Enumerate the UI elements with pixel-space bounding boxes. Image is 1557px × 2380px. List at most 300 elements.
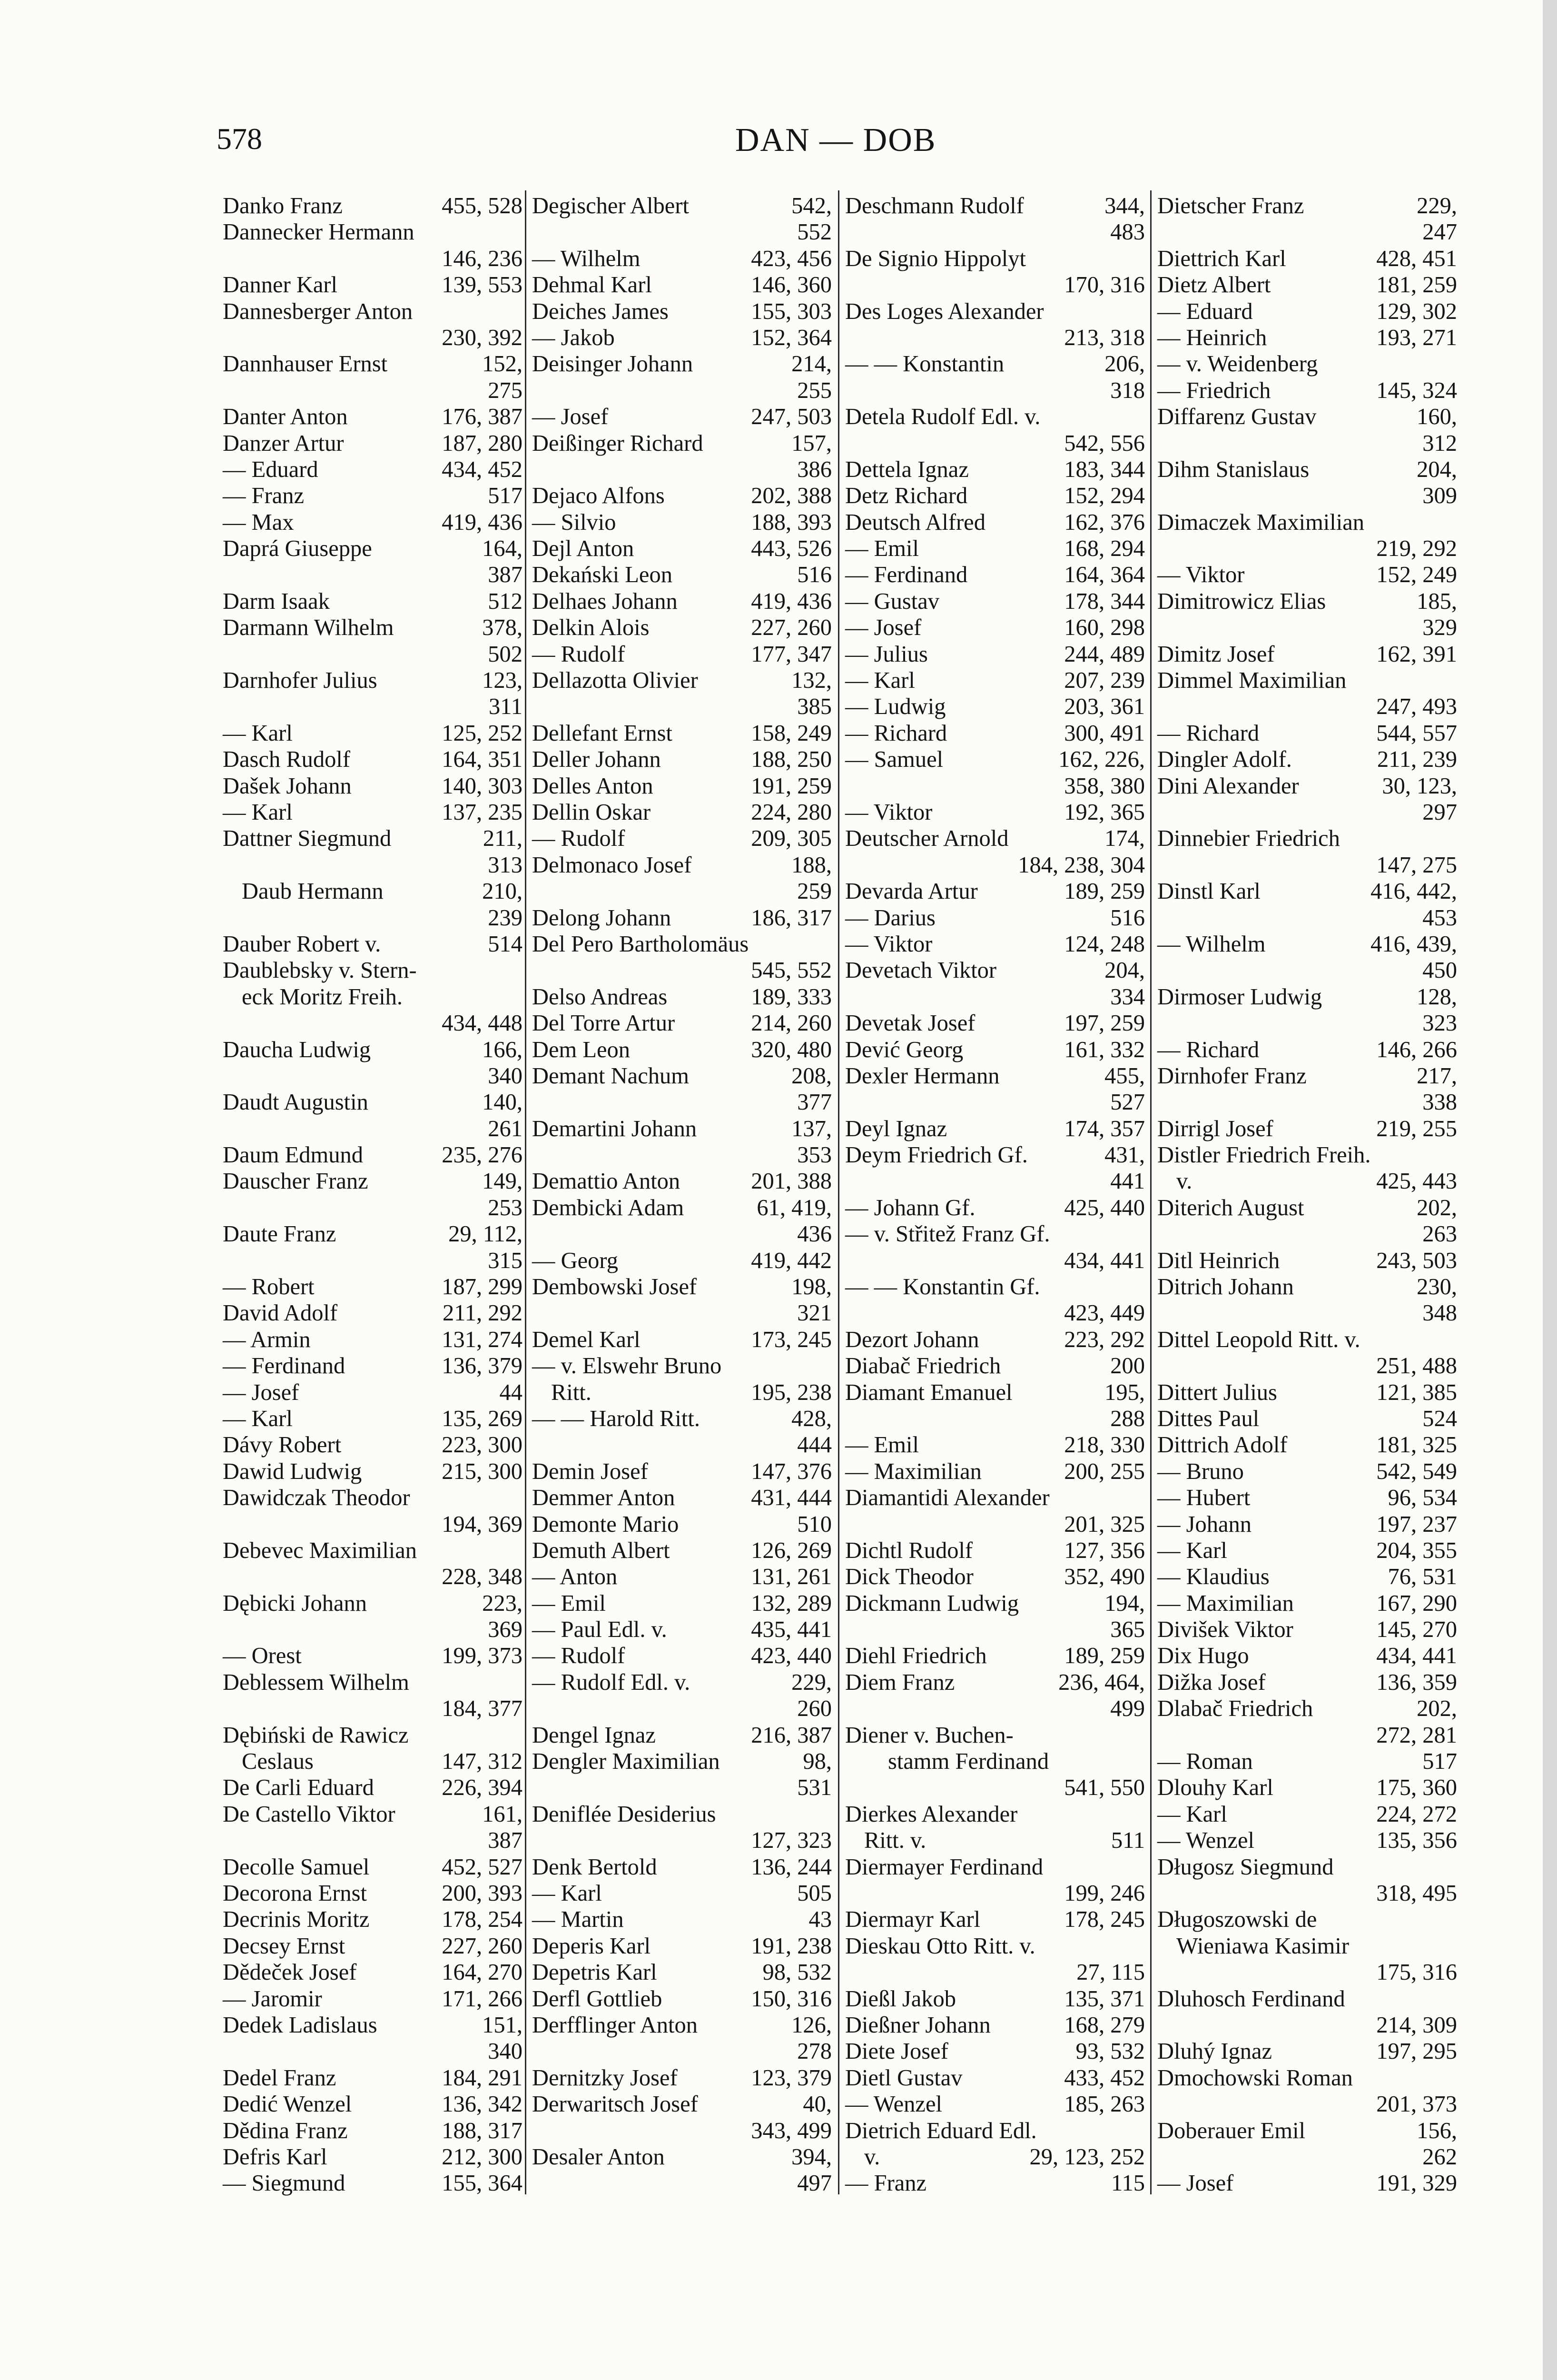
index-entry xyxy=(1157,1010,1457,1036)
index-entry xyxy=(845,720,1145,746)
index-entry xyxy=(223,984,522,1010)
entry-pages: 202, xyxy=(1417,1195,1457,1220)
entry-pages: 155, 303 xyxy=(751,298,832,324)
index-entry xyxy=(845,1748,1145,1775)
entry-name: — Robert xyxy=(223,1274,315,1300)
index-entry xyxy=(532,1221,832,1247)
entry-pages: 340 xyxy=(488,1063,522,1089)
entry-pages: 212, 300 xyxy=(442,2144,522,2170)
entry-pages: 173, 245 xyxy=(751,1327,832,1352)
entry-pages: 236, 464, xyxy=(1058,1669,1145,1695)
entry-pages: 211, 239 xyxy=(1377,747,1457,773)
entry-pages: 531 xyxy=(797,1775,832,1801)
index-entry xyxy=(223,536,522,562)
entry-name: — — Konstantin xyxy=(845,351,1005,377)
index-entry xyxy=(845,746,1145,773)
entry-pages: 499 xyxy=(1110,1696,1145,1722)
entry-pages: 211, xyxy=(483,826,522,852)
entry-name: Dexler Hermann xyxy=(845,1063,1000,1089)
index-entry xyxy=(845,1063,1145,1089)
index-entry xyxy=(1157,905,1457,931)
entry-pages: 425, 443 xyxy=(1376,1169,1457,1194)
index-entry xyxy=(845,219,1145,245)
entry-name: eck Moritz Freih. xyxy=(242,984,403,1010)
entry-name: Daudt Augustin xyxy=(223,1090,368,1115)
index-entry xyxy=(532,1986,832,2012)
entry-pages: 152, 249 xyxy=(1376,562,1457,588)
index-entry xyxy=(845,1116,1145,1142)
entry-pages: 184, 238, 304 xyxy=(1018,852,1145,878)
index-entry xyxy=(223,1722,522,1748)
page-title: DAN — DOB xyxy=(735,122,936,159)
index-entry xyxy=(223,1458,522,1485)
index-entry xyxy=(1157,404,1457,430)
index-entry xyxy=(1157,1959,1457,1985)
entry-pages: 229, xyxy=(791,1669,832,1695)
index-entry xyxy=(845,1511,1145,1537)
index-entry xyxy=(1157,1195,1457,1221)
index-entry xyxy=(845,1037,1145,1063)
entry-name: Demuth Albert xyxy=(532,1537,670,1563)
index-entry xyxy=(223,1827,522,1854)
entry-pages: 199, 373 xyxy=(442,1643,522,1669)
entry-pages: 243, 503 xyxy=(1376,1248,1457,1273)
index-entry xyxy=(223,456,522,483)
index-column-2 xyxy=(532,193,832,2197)
index-entry xyxy=(223,2012,522,2038)
entry-name: Dauber Robert v. xyxy=(223,931,381,957)
index-entry xyxy=(532,562,832,588)
entry-pages: 450 xyxy=(1422,958,1457,983)
entry-pages: 378, xyxy=(482,615,522,641)
index-entry xyxy=(223,351,522,377)
entry-pages: 435, 441 xyxy=(751,1617,832,1643)
index-entry xyxy=(223,799,522,825)
index-entry xyxy=(1157,1248,1457,1274)
entry-name: — Franz xyxy=(223,483,305,509)
entry-name: Dix Hugo xyxy=(1157,1643,1249,1669)
index-entry xyxy=(1157,2065,1457,2091)
entry-name: Decrinis Moritz xyxy=(223,1907,370,1933)
index-entry xyxy=(1157,1643,1457,1669)
entry-name: Denk Bertold xyxy=(532,1854,657,1880)
index-entry xyxy=(845,1300,1145,1326)
index-entry xyxy=(845,2144,1145,2170)
entry-name: — Ferdinand xyxy=(845,562,968,588)
entry-name: v. xyxy=(1176,1169,1192,1194)
entry-pages: 434, 452 xyxy=(442,456,522,482)
index-entry xyxy=(223,667,522,694)
index-entry xyxy=(223,825,522,852)
entry-pages: 161, xyxy=(482,1801,522,1827)
entry-name: Dem Leon xyxy=(532,1037,631,1062)
entry-name: Detela Rudolf Edl. v. xyxy=(845,404,1041,430)
entry-name: Dettela Ignaz xyxy=(845,456,969,482)
entry-pages: 187, 299 xyxy=(442,1274,522,1300)
index-entry xyxy=(532,1379,832,1406)
entry-name: — — Konstantin Gf. xyxy=(845,1274,1040,1300)
entry-name: — Klaudius xyxy=(1157,1564,1270,1590)
page-number: 578 xyxy=(217,122,262,156)
index-entry xyxy=(845,536,1145,562)
entry-name: — v. Střitež Franz Gf. xyxy=(845,1221,1050,1247)
entry-pages: 191, 259 xyxy=(751,773,832,799)
entry-name: Decsey Ernst xyxy=(223,1933,345,1959)
entry-name: Dauscher Franz xyxy=(223,1169,368,1194)
entry-name: Dierkes Alexander xyxy=(845,1801,1018,1827)
entry-name: Doberauer Emil xyxy=(1157,2118,1306,2143)
index-entry xyxy=(223,1854,522,1880)
entry-pages: 125, 252 xyxy=(442,720,522,746)
entry-pages: 176, 387 xyxy=(442,404,522,430)
entry-pages: 288 xyxy=(1110,1406,1145,1431)
index-entry xyxy=(223,404,522,430)
index-entry xyxy=(1157,746,1457,773)
index-entry xyxy=(1157,2091,1457,2117)
index-entry xyxy=(1157,1537,1457,1564)
entry-name: Dlouhy Karl xyxy=(1157,1775,1273,1801)
index-entry xyxy=(845,1801,1145,1827)
entry-name: Deutsch Alfred xyxy=(845,509,985,535)
entry-pages: 223, 292 xyxy=(1064,1327,1145,1352)
entry-pages: 170, 316 xyxy=(1064,272,1145,298)
index-entry xyxy=(845,615,1145,641)
entry-name: Ditrich Johann xyxy=(1157,1274,1294,1300)
index-entry xyxy=(223,272,522,298)
entry-name: Diem Franz xyxy=(845,1669,955,1695)
index-entry xyxy=(223,2038,522,2064)
entry-name: Diener v. Buchen- xyxy=(845,1722,1014,1748)
entry-pages: 98, 532 xyxy=(762,1960,832,1985)
index-entry xyxy=(845,1880,1145,1906)
entry-pages: 387 xyxy=(488,1828,522,1854)
entry-name: Deiches James xyxy=(532,298,669,324)
index-entry xyxy=(223,1116,522,1142)
index-entry xyxy=(1157,1274,1457,1300)
entry-pages: 247 xyxy=(1422,219,1457,245)
index-entry xyxy=(1157,1986,1457,2012)
entry-pages: 227, 260 xyxy=(442,1933,522,1959)
entry-pages: 168, 279 xyxy=(1064,2012,1145,2038)
entry-name: Deblessem Wilhelm xyxy=(223,1669,409,1695)
column-divider xyxy=(1150,190,1152,2194)
index-entry xyxy=(223,852,522,878)
entry-pages: 517 xyxy=(1422,1749,1457,1775)
entry-name: Diermayr Karl xyxy=(845,1907,981,1933)
index-entry xyxy=(223,1959,522,1985)
entry-pages: 191, 329 xyxy=(1376,2171,1457,2196)
entry-name: — Bruno xyxy=(1157,1458,1244,1484)
entry-pages: 323 xyxy=(1422,1011,1457,1036)
index-entry xyxy=(223,1696,522,1722)
entry-name: Dejl Anton xyxy=(532,536,634,562)
index-entry xyxy=(532,351,832,377)
index-entry xyxy=(1157,720,1457,746)
index-entry xyxy=(223,193,522,219)
entry-pages: 312 xyxy=(1422,430,1457,456)
index-entry xyxy=(532,2144,832,2170)
index-entry xyxy=(223,1432,522,1458)
entry-pages: 136, 342 xyxy=(442,2092,522,2117)
entry-pages: 200 xyxy=(1110,1353,1145,1379)
entry-pages: 209, 305 xyxy=(751,826,832,852)
index-entry xyxy=(1157,615,1457,641)
entry-pages: 453 xyxy=(1422,905,1457,931)
entry-pages: 158, 249 xyxy=(751,720,832,746)
index-entry xyxy=(223,1590,522,1616)
entry-pages: 230, 392 xyxy=(442,325,522,350)
entry-pages: 334 xyxy=(1110,984,1145,1010)
index-entry xyxy=(532,667,832,694)
index-entry xyxy=(1157,1696,1457,1722)
index-entry xyxy=(1157,1406,1457,1432)
entry-name: — Franz xyxy=(845,2171,927,2196)
entry-name: Dębicki Johann xyxy=(223,1590,367,1616)
index-entry xyxy=(532,1089,832,1115)
entry-pages: 161, 332 xyxy=(1064,1037,1145,1062)
index-entry xyxy=(845,404,1145,430)
index-entry xyxy=(845,1537,1145,1564)
entry-pages: 201, 373 xyxy=(1376,2092,1457,2117)
index-entry xyxy=(532,694,832,720)
entry-pages: 197, 295 xyxy=(1376,2039,1457,2064)
index-entry xyxy=(532,325,832,351)
index-entry xyxy=(223,509,522,536)
entry-pages: 223, 300 xyxy=(442,1432,522,1458)
entry-pages: 239 xyxy=(488,905,522,931)
index-entry xyxy=(1157,1590,1457,1616)
index-entry xyxy=(223,1564,522,1590)
index-entry xyxy=(223,562,522,588)
index-entry xyxy=(845,2118,1145,2144)
index-entry xyxy=(223,1986,522,2012)
entry-name: — Armin xyxy=(223,1327,311,1352)
index-entry xyxy=(845,1168,1145,1194)
entry-pages: 178, 344 xyxy=(1064,588,1145,614)
entry-name: Dellazotta Olivier xyxy=(532,668,698,694)
entry-pages: 135, 356 xyxy=(1376,1828,1457,1854)
entry-name: Dietz Albert xyxy=(1157,272,1271,298)
entry-name: Dittert Julius xyxy=(1157,1379,1277,1405)
index-entry xyxy=(1157,272,1457,298)
entry-pages: 27, 115 xyxy=(1076,1960,1145,1985)
entry-pages: 244, 489 xyxy=(1064,641,1145,667)
entry-name: Diermayer Ferdinand xyxy=(845,1854,1044,1880)
index-entry xyxy=(845,1458,1145,1485)
entry-pages: 123, xyxy=(482,668,522,694)
index-entry xyxy=(223,2144,522,2170)
entry-name: Ritt. v. xyxy=(864,1828,926,1854)
entry-name: — Anton xyxy=(532,1564,618,1590)
index-entry xyxy=(845,799,1145,825)
entry-name: Darnhofer Julius xyxy=(223,668,377,694)
entry-pages: 43 xyxy=(808,1907,832,1933)
index-entry xyxy=(845,957,1145,983)
entry-pages: 251, 488 xyxy=(1376,1353,1457,1379)
entry-pages: 162, 226, xyxy=(1058,747,1145,773)
entry-name: Diettrich Karl xyxy=(1157,246,1286,271)
index-entry xyxy=(845,1590,1145,1616)
index-entry xyxy=(223,1748,522,1775)
entry-pages: 208, xyxy=(791,1063,832,1089)
entry-name: Desaler Anton xyxy=(532,2144,665,2170)
entry-pages: 203, 361 xyxy=(1064,694,1145,720)
index-entry xyxy=(1157,1933,1457,1959)
index-entry xyxy=(532,1300,832,1326)
entry-name: Diffarenz Gustav xyxy=(1157,404,1317,430)
entry-pages: 44 xyxy=(499,1379,522,1405)
entry-name: Diterich August xyxy=(1157,1195,1304,1220)
entry-pages: 230, xyxy=(1417,1274,1457,1300)
index-entry xyxy=(845,1327,1145,1353)
index-entry xyxy=(845,1142,1145,1168)
entry-pages: 185, 263 xyxy=(1064,2092,1145,2117)
entry-pages: 168, 294 xyxy=(1064,536,1145,562)
entry-name: — Josef xyxy=(845,615,922,641)
index-entry xyxy=(845,1353,1145,1379)
index-entry xyxy=(845,1827,1145,1854)
index-entry xyxy=(223,1775,522,1801)
index-entry xyxy=(845,2170,1145,2196)
index-entry xyxy=(845,1933,1145,1959)
entry-pages: 127, 323 xyxy=(751,1828,832,1854)
entry-name: Dejaco Alfons xyxy=(532,483,665,509)
index-entry xyxy=(1157,1616,1457,1643)
entry-name: Dannhauser Ernst xyxy=(223,351,388,377)
entry-name: — Heinrich xyxy=(1157,325,1267,350)
index-entry xyxy=(845,852,1145,878)
index-entry xyxy=(1157,825,1457,852)
entry-name: Dickmann Ludwig xyxy=(845,1590,1019,1616)
index-entry xyxy=(1157,1063,1457,1089)
entry-name: — Richard xyxy=(845,720,947,746)
entry-name: Ceslaus xyxy=(242,1749,314,1775)
entry-pages: 343, 499 xyxy=(751,2118,832,2143)
entry-pages: 416, 442, xyxy=(1370,879,1457,904)
entry-pages: 216, 387 xyxy=(751,1722,832,1748)
entry-pages: 510 xyxy=(797,1511,832,1537)
entry-name: — Ferdinand xyxy=(223,1353,345,1379)
entry-name: Diamantidi Alexander xyxy=(845,1485,1050,1511)
entry-pages: 136, 359 xyxy=(1376,1669,1457,1695)
index-entry xyxy=(1157,1906,1457,1933)
entry-name: Demin Josef xyxy=(532,1458,648,1484)
index-entry xyxy=(532,1933,832,1959)
index-entry xyxy=(532,1458,832,1485)
entry-pages: 155, 364 xyxy=(442,2171,522,2196)
index-entry xyxy=(532,1195,832,1221)
entry-pages: 200, 255 xyxy=(1064,1458,1145,1484)
entry-name: Darm Isaak xyxy=(223,588,330,614)
index-entry xyxy=(845,1643,1145,1669)
index-entry xyxy=(845,1696,1145,1722)
entry-pages: 149, xyxy=(482,1169,522,1194)
entry-pages: 419, 436 xyxy=(751,588,832,614)
index-entry xyxy=(223,957,522,983)
entry-name: Dekański Leon xyxy=(532,562,672,588)
entry-name: Dědeček Josef xyxy=(223,1960,357,1985)
index-entry xyxy=(1157,588,1457,615)
index-entry xyxy=(1157,1327,1457,1353)
index-entry xyxy=(845,694,1145,720)
entry-pages: 211, 292 xyxy=(443,1300,522,1326)
index-entry xyxy=(845,984,1145,1010)
entry-name: Dawidczak Theodor xyxy=(223,1485,410,1511)
entry-name: — Martin xyxy=(532,1907,624,1933)
index-entry xyxy=(532,957,832,983)
entry-pages: 76, 531 xyxy=(1388,1564,1457,1590)
index-entry xyxy=(1157,1564,1457,1590)
entry-pages: 160, 298 xyxy=(1064,615,1145,641)
index-entry xyxy=(1157,509,1457,536)
entry-name: — Viktor xyxy=(845,799,933,825)
entry-name: Deperis Karl xyxy=(532,1933,651,1959)
entry-pages: 443, 526 xyxy=(751,536,832,562)
entry-name: Dević Georg xyxy=(845,1037,964,1062)
index-entry xyxy=(1157,1669,1457,1696)
index-entry xyxy=(845,825,1145,852)
entry-pages: 253 xyxy=(488,1195,522,1220)
index-entry xyxy=(845,325,1145,351)
entry-pages: 434, 441 xyxy=(1064,1248,1145,1273)
index-entry xyxy=(223,246,522,272)
index-entry xyxy=(532,641,832,667)
entry-pages: 259 xyxy=(797,879,832,904)
index-entry xyxy=(845,2065,1145,2091)
index-entry xyxy=(532,536,832,562)
entry-pages: 188, xyxy=(791,852,832,878)
entry-name: Debevec Maximilian xyxy=(223,1537,417,1563)
index-entry xyxy=(845,1089,1145,1115)
entry-pages: 210, xyxy=(482,879,522,904)
index-entry xyxy=(532,1485,832,1511)
entry-name: Dedek Ladislaus xyxy=(223,2012,377,2038)
entry-pages: 156, xyxy=(1417,2118,1457,2143)
entry-name: — Eduard xyxy=(223,456,318,482)
entry-name: stamm Ferdinand xyxy=(888,1749,1049,1775)
entry-pages: 167, 290 xyxy=(1376,1590,1457,1616)
entry-pages: 340 xyxy=(488,2039,522,2064)
entry-name: Delles Anton xyxy=(532,773,653,799)
entry-name: — Emil xyxy=(845,536,919,562)
entry-name: — Silvio xyxy=(532,509,616,535)
entry-name: — Roman xyxy=(1157,1749,1253,1775)
entry-pages: 121, 385 xyxy=(1376,1379,1457,1405)
entry-pages: 423, 456 xyxy=(751,246,832,271)
index-entry xyxy=(845,931,1145,957)
entry-name: Deyl Ignaz xyxy=(845,1116,947,1141)
entry-name: Dichtl Rudolf xyxy=(845,1537,973,1563)
entry-pages: 318 xyxy=(1110,377,1145,403)
index-entry xyxy=(1157,193,1457,219)
entry-name: Dasch Rudolf xyxy=(223,747,351,773)
index-entry xyxy=(1157,246,1457,272)
index-entry xyxy=(1157,1300,1457,1326)
entry-pages: 434, 448 xyxy=(442,1011,522,1036)
entry-pages: 131, 274 xyxy=(442,1327,522,1352)
index-entry xyxy=(532,1643,832,1669)
entry-name: De Signio Hippolyt xyxy=(845,246,1026,271)
index-entry xyxy=(223,1669,522,1696)
entry-name: Danko Franz xyxy=(223,193,343,218)
index-entry xyxy=(532,1906,832,1933)
index-entry xyxy=(532,272,832,298)
entry-pages: 223, xyxy=(482,1590,522,1616)
entry-name: Demmer Anton xyxy=(532,1485,675,1511)
entry-pages: 199, 246 xyxy=(1064,1881,1145,1906)
entry-name: Deisinger Johann xyxy=(532,351,693,377)
entry-name: — Darius xyxy=(845,905,936,931)
